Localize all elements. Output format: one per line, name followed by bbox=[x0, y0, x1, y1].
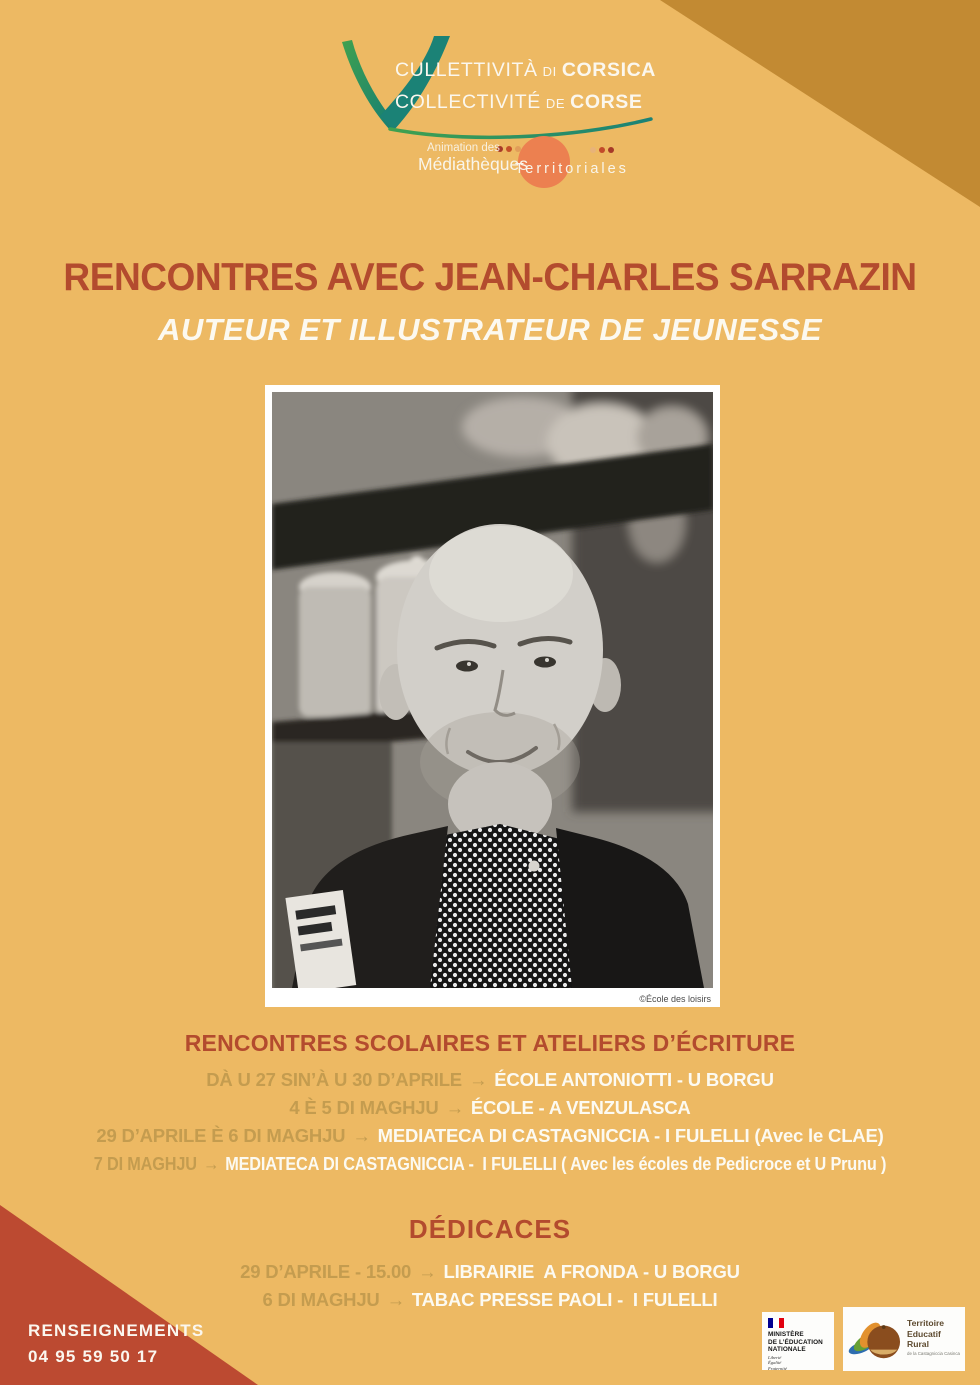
devise-line: Liberté bbox=[768, 1355, 782, 1360]
devise-line: Égalité bbox=[768, 1360, 782, 1366]
ministere-title bbox=[768, 1331, 823, 1354]
ter-line: Territoire bbox=[907, 1318, 945, 1328]
event-venue: MEDIATECA DI CASTAGNICCIA - I FULELLI ( Avec les écoles de Pedicroce et U Prunu ) bbox=[225, 1153, 887, 1174]
dot-icon bbox=[515, 146, 521, 152]
arrow-icon: → bbox=[202, 1153, 220, 1174]
ministere-line: DE L’ÉDUCATION bbox=[768, 1338, 823, 1346]
ministere-line: NATIONALE bbox=[768, 1346, 806, 1354]
event-line bbox=[0, 1094, 980, 1122]
org-name-french bbox=[395, 87, 656, 119]
corner-triangle-top-right bbox=[660, 0, 980, 207]
org-line2-region: CORSE bbox=[570, 91, 643, 113]
arrow-icon: → bbox=[386, 1289, 405, 1310]
page-title: RENCONTRES AVEC JEAN-CHARLES SARRAZIN bbox=[63, 256, 917, 299]
event-date: 29 D’APRILE - 15.00 bbox=[240, 1261, 412, 1282]
dot-icon bbox=[506, 146, 512, 152]
event-venue: ÉCOLE ANTONIOTTI - U BORGU bbox=[494, 1069, 774, 1090]
flag-red bbox=[779, 1318, 784, 1328]
territoire-educatif-rural-logo bbox=[843, 1307, 965, 1371]
org-line1-name: CULLETTIVITÀ bbox=[395, 59, 538, 81]
arrow-icon: → bbox=[445, 1097, 464, 1118]
photo-credit: ©École des loisirs bbox=[639, 994, 711, 1004]
event-date: 29 D’APRILE È 6 DI MAGHJU bbox=[96, 1125, 346, 1146]
event-line bbox=[59, 1150, 921, 1178]
arrow-icon: → bbox=[352, 1125, 371, 1146]
dot-icon bbox=[608, 147, 614, 153]
mediatheques-line1: Animation des bbox=[427, 142, 500, 154]
event-date: DÀ U 27 SIN’À U 30 D’APRILE bbox=[206, 1069, 462, 1090]
french-flag-icon bbox=[768, 1318, 784, 1328]
event-line bbox=[0, 1286, 980, 1314]
event-venue: TABAC PRESSE PAOLI - I FULELLI bbox=[411, 1289, 718, 1310]
renseignements bbox=[28, 1318, 204, 1370]
mediatheques-line3: Territoriales bbox=[515, 161, 629, 177]
section-dedicaces bbox=[0, 1214, 980, 1314]
dot-icon bbox=[599, 147, 605, 153]
chestnut-icon bbox=[847, 1315, 905, 1365]
arrow-icon: → bbox=[418, 1261, 437, 1282]
org-line2-particle: DE bbox=[545, 96, 566, 111]
ter-subline: de la Castagniccia Casinca bbox=[907, 1350, 960, 1356]
event-venue: ÉCOLE - A VENZULASCA bbox=[470, 1097, 691, 1118]
arrow-icon: → bbox=[468, 1069, 488, 1090]
ter-title bbox=[907, 1318, 960, 1356]
devise-line: Fraternité bbox=[768, 1365, 787, 1371]
event-venue: MEDIATECA DI CASTAGNICCIA - I FULELLI (Avec le CLAE) bbox=[377, 1125, 884, 1146]
portrait-image bbox=[272, 392, 713, 988]
mediatheques-line2: Médiathèques bbox=[418, 154, 528, 174]
event-line bbox=[0, 1066, 980, 1094]
subtitle: AUTEUR ET ILLUSTRATEUR DE JEUNESSE bbox=[157, 312, 823, 347]
ministere-line: MINISTÈRE bbox=[768, 1331, 804, 1338]
org-name-corsican bbox=[395, 55, 656, 87]
section-rencontres-scolaires bbox=[0, 1030, 980, 1178]
event-venue: LIBRAIRIE A FRONDA - U BORGU bbox=[443, 1261, 740, 1282]
section-heading: DÉDICACES bbox=[408, 1214, 572, 1244]
renseignements-label: RENSEIGNEMENTS bbox=[28, 1321, 205, 1340]
ministere-devise bbox=[768, 1355, 787, 1371]
event-date: 4 È 5 DI MAGHJU bbox=[289, 1097, 439, 1118]
org-line1-region: CORSICA bbox=[561, 59, 656, 81]
dot-icon bbox=[590, 147, 596, 153]
phone-number: 04 95 59 50 17 bbox=[28, 1347, 159, 1366]
ter-line: Educatif bbox=[907, 1328, 941, 1339]
event-line bbox=[0, 1122, 980, 1150]
event-line bbox=[0, 1258, 980, 1286]
org-line2-name: COLLECTIVITÉ bbox=[395, 91, 541, 113]
author-photo bbox=[265, 385, 720, 1007]
event-date: 6 DI MAGHJU bbox=[262, 1289, 380, 1310]
collectivite-logo-text bbox=[395, 55, 656, 119]
org-line1-particle: DI bbox=[542, 64, 557, 79]
event-date: 7 DI MAGHJU bbox=[93, 1153, 197, 1174]
ministere-education-logo bbox=[762, 1312, 834, 1370]
section-heading: RENCONTRES SCOLAIRES ET ATELIERS D’ÉCRITURE bbox=[184, 1030, 796, 1056]
ter-line: Rural bbox=[907, 1339, 929, 1349]
mediatheques-logo bbox=[385, 140, 645, 196]
